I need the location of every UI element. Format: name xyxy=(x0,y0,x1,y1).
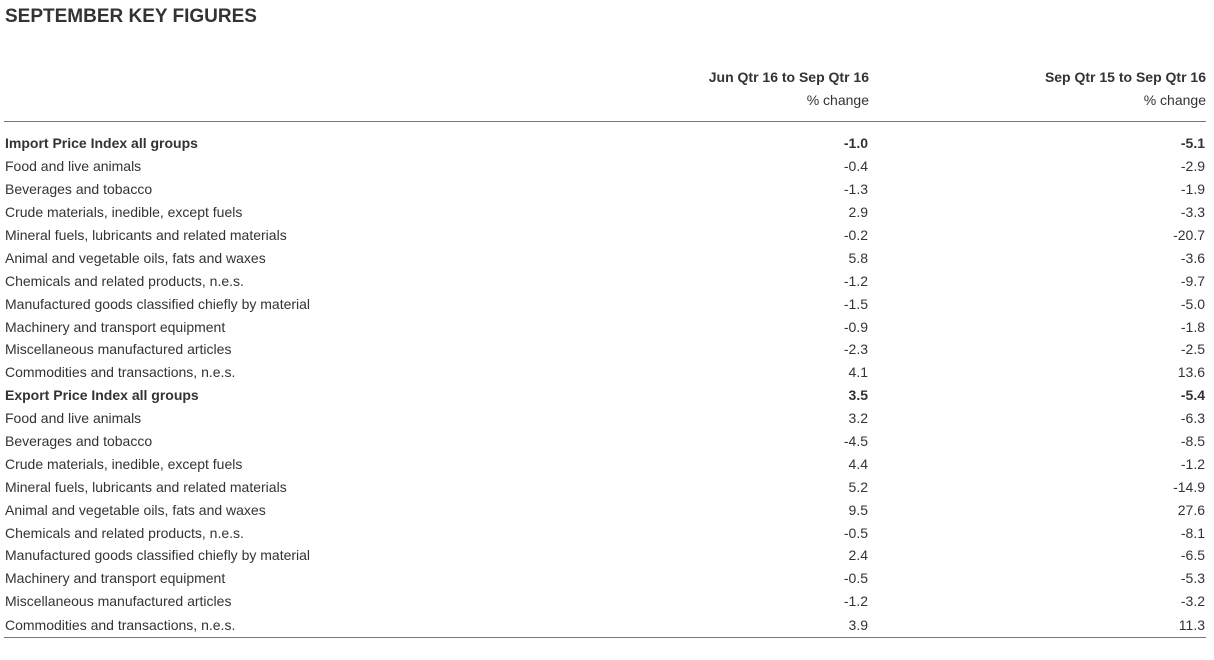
quarterly-change-value: -2.3 xyxy=(843,341,868,358)
annual-change-value: -5.4 xyxy=(1180,387,1205,404)
row-label: Machinery and transport equipment xyxy=(5,570,226,587)
table-row-total xyxy=(4,384,1206,407)
row-label: Miscellaneous manufactured articles xyxy=(5,341,232,358)
quarterly-change-value: 4.4 xyxy=(848,455,868,472)
annual-change-value: -5.1 xyxy=(1180,135,1205,152)
table-row xyxy=(4,338,1206,361)
quarterly-change-value: 3.9 xyxy=(534,613,869,638)
annual-change-value: -9.7 xyxy=(1180,272,1205,289)
table-row xyxy=(4,407,1206,430)
quarterly-change-value: 3.2 xyxy=(848,410,868,427)
row-label: Beverages and tobacco xyxy=(5,433,153,450)
quarterly-change-value: -1.2 xyxy=(843,593,868,610)
quarterly-change-value: -4.5 xyxy=(843,433,868,450)
table-row xyxy=(4,452,1206,475)
row-label: Crude materials, inedible, except fuels xyxy=(5,204,243,221)
row-label: Mineral fuels, lubricants and related materials xyxy=(5,478,287,495)
annual-change-value: -1.8 xyxy=(1180,318,1205,335)
annual-change-value: -2.9 xyxy=(1180,158,1205,175)
quarterly-change-value: 5.8 xyxy=(848,249,868,266)
row-label: Manufactured goods classified chiefly by material xyxy=(5,295,311,312)
table-row xyxy=(4,430,1206,453)
annual-change-value: -6.5 xyxy=(1180,547,1205,564)
row-label: Food and live animals xyxy=(5,158,142,175)
row-label: Export Price Index all groups xyxy=(5,387,199,404)
quarterly-change-value: 5.2 xyxy=(848,478,868,495)
row-label: Import Price Index all groups xyxy=(5,135,198,152)
quarterly-change-value: 2.4 xyxy=(848,547,868,564)
row-label: Food and live animals xyxy=(5,410,142,427)
quarterly-change-value: -0.5 xyxy=(843,570,868,587)
column-header-quarterly: Jun Qtr 16 to Sep Qtr 16 xyxy=(708,69,869,85)
annual-change-value: -5.3 xyxy=(1180,570,1205,587)
table-row xyxy=(4,567,1206,590)
page-title: SEPTEMBER KEY FIGURES xyxy=(5,6,257,27)
table-row xyxy=(4,155,1206,178)
quarterly-change-value: -1.3 xyxy=(843,181,868,198)
table-row xyxy=(4,613,1206,638)
table-header xyxy=(4,66,1206,122)
table-row xyxy=(4,292,1206,315)
row-label: Chemicals and related products, n.e.s. xyxy=(5,524,244,541)
quarterly-change-value: -0.2 xyxy=(843,227,868,243)
annual-change-value: -14.9 xyxy=(1173,478,1205,495)
quarterly-change-value: -0.9 xyxy=(843,318,868,335)
quarterly-change-value: -0.5 xyxy=(843,524,868,541)
table-row-total xyxy=(4,132,1206,155)
table-row xyxy=(4,178,1206,201)
column-unit-annual: % change xyxy=(869,88,1206,122)
quarterly-change-value: -1.5 xyxy=(843,295,868,312)
annual-change-value: -6.3 xyxy=(1180,410,1205,427)
annual-change-value: -5.0 xyxy=(1180,295,1205,312)
annual-change-value: -8.5 xyxy=(1180,433,1205,450)
quarterly-change-value: 3.5 xyxy=(848,387,868,404)
unit-header-row xyxy=(4,88,1206,122)
annual-change-value: -2.5 xyxy=(1180,341,1205,358)
row-label: Animal and vegetable oils, fats and waxes xyxy=(5,249,266,266)
quarterly-change-value: 4.1 xyxy=(848,364,868,381)
table-row xyxy=(4,201,1206,224)
annual-change-value: -1.9 xyxy=(1180,181,1205,198)
table-row xyxy=(4,590,1206,613)
column-unit-quarterly: % change xyxy=(534,88,869,122)
row-label: Chemicals and related products, n.e.s. xyxy=(5,272,244,289)
quarterly-change-value: 9.5 xyxy=(848,501,868,518)
column-header-annual: Sep Qtr 15 to Sep Qtr 16 xyxy=(1044,69,1206,85)
table-row xyxy=(4,521,1206,544)
table-row xyxy=(4,361,1206,384)
quarterly-change-value: 2.9 xyxy=(848,204,868,221)
row-label: Miscellaneous manufactured articles xyxy=(5,593,232,610)
row-label: Crude materials, inedible, except fuels xyxy=(5,455,243,472)
annual-change-value: -8.1 xyxy=(1180,524,1205,541)
annual-change-value: -3.3 xyxy=(1180,204,1205,221)
key-figures-table xyxy=(4,66,1206,638)
spacer-cell xyxy=(4,122,1206,133)
quarterly-change-value: -1.0 xyxy=(843,135,868,152)
table-row xyxy=(4,224,1206,247)
row-label: Machinery and transport equipment xyxy=(5,318,226,335)
row-label: Beverages and tobacco xyxy=(5,181,153,198)
row-label: Commodities and transactions, n.e.s. xyxy=(5,364,236,381)
table-row xyxy=(4,475,1206,498)
quarterly-change-value: -1.2 xyxy=(843,272,868,289)
annual-change-value: 13.6 xyxy=(1177,364,1205,381)
table-row xyxy=(4,544,1206,567)
period-header-row xyxy=(4,66,1206,88)
annual-change-value: 27.6 xyxy=(1177,501,1205,518)
label-column-header xyxy=(4,66,534,88)
annual-change-value: -20.7 xyxy=(1173,227,1205,243)
annual-change-value: -1.2 xyxy=(1180,455,1205,472)
quarterly-change-value: -0.4 xyxy=(843,158,868,175)
annual-change-value: -3.6 xyxy=(1180,249,1205,266)
row-label: Mineral fuels, lubricants and related materials xyxy=(5,227,287,243)
spacer-row xyxy=(4,122,1206,133)
annual-change-value: 11.3 xyxy=(869,613,1206,638)
table-body xyxy=(4,122,1206,638)
annual-change-value: -3.2 xyxy=(1180,593,1205,610)
table-row xyxy=(4,315,1206,338)
row-label: Manufactured goods classified chiefly by material xyxy=(5,547,311,564)
table-row xyxy=(4,246,1206,269)
row-label: Animal and vegetable oils, fats and waxes xyxy=(5,501,266,518)
table-row xyxy=(4,498,1206,521)
label-column-unit xyxy=(4,88,534,122)
table-row xyxy=(4,269,1206,292)
row-label: Commodities and transactions, n.e.s. xyxy=(4,613,534,638)
